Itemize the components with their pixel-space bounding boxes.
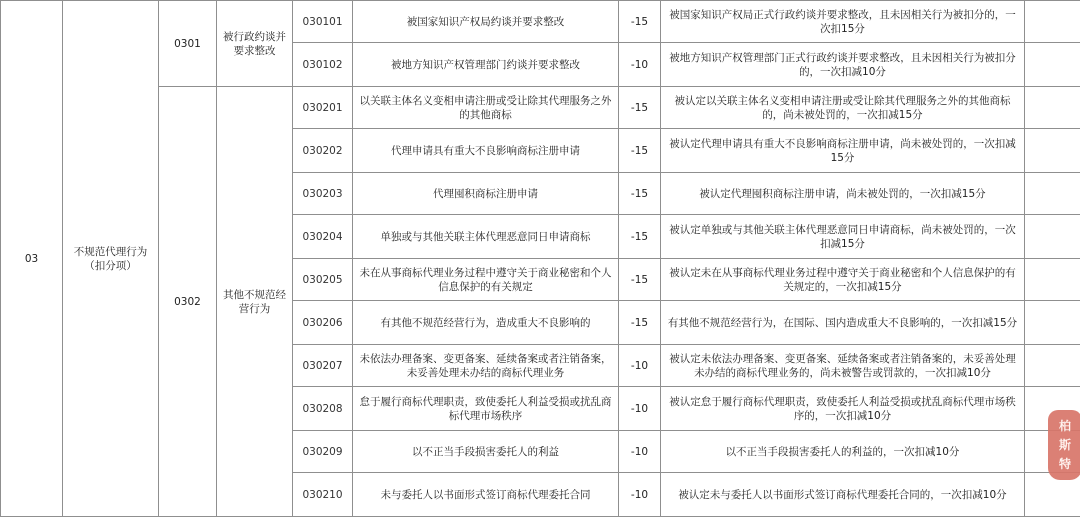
row-code-cell[interactable]: 030204 [293, 215, 353, 259]
row-points-cell[interactable]: -15 [619, 301, 661, 345]
row-rule-cell[interactable]: 被认定代理申请具有重大不良影响商标注册申请，尚未被处罚的，一次扣减15分 [661, 129, 1025, 173]
row-points-cell[interactable]: -10 [619, 345, 661, 387]
row-rule-cell[interactable]: 被认定未依法办理备案、变更备案、延续备案或者注销备案的，未妥善处理未办结的商标代理业务的，尚未被警告或罚款的，一次扣减10分 [661, 345, 1025, 387]
row-code-cell[interactable]: 030102 [293, 43, 353, 87]
row-item-cell[interactable]: 被国家知识产权局约谈并要求整改 [353, 1, 619, 43]
empty-cell[interactable] [1025, 301, 1080, 345]
row-points-cell[interactable]: -10 [619, 387, 661, 431]
row-rule-cell[interactable]: 被认定怠于履行商标代理职责，致使委托人利益受损或扰乱商标代理市场秩序的，一次扣减10分 [661, 387, 1025, 431]
row-item-cell[interactable]: 代理申请具有重大不良影响商标注册申请 [353, 129, 619, 173]
row-points-cell[interactable]: -10 [619, 43, 661, 87]
row-rule-cell[interactable]: 被认定单独或与其他关联主体代理恶意同日申请商标，尚未被处罚的，一次扣减15分 [661, 215, 1025, 259]
row-code-cell[interactable]: 030208 [293, 387, 353, 431]
row-points-cell[interactable]: -15 [619, 259, 661, 301]
row-item-cell[interactable]: 以不正当手段损害委托人的利益 [353, 431, 619, 473]
empty-cell[interactable] [1025, 1, 1080, 43]
category-code-cell[interactable]: 03 [1, 1, 63, 517]
row-item-cell[interactable]: 单独或与其他关联主体代理恶意同日申请商标 [353, 215, 619, 259]
row-item-cell[interactable]: 以关联主体名义变相申请注册或受让除其代理服务之外的其他商标 [353, 87, 619, 129]
row-rule-cell[interactable]: 被认定以关联主体名义变相申请注册或受让除其代理服务之外的其他商标的，尚未被处罚的，一次扣减15分 [661, 87, 1025, 129]
empty-cell[interactable] [1025, 129, 1080, 173]
row-points-cell[interactable]: -15 [619, 215, 661, 259]
row-points-cell[interactable]: -10 [619, 473, 661, 517]
row-code-cell[interactable]: 030201 [293, 87, 353, 129]
row-code-cell[interactable]: 030101 [293, 1, 353, 43]
row-code-cell[interactable]: 030209 [293, 431, 353, 473]
row-code-cell[interactable]: 030203 [293, 173, 353, 215]
group-code-cell[interactable]: 0302 [159, 87, 217, 517]
row-item-cell[interactable]: 未在从事商标代理业务过程中遵守关于商业秘密和个人信息保护的有关规定 [353, 259, 619, 301]
category-name-cell[interactable]: 不规范代理行为（扣分项） [63, 1, 159, 517]
empty-cell[interactable] [1025, 87, 1080, 129]
row-item-cell[interactable]: 代理囤积商标注册申请 [353, 173, 619, 215]
empty-cell[interactable] [1025, 215, 1080, 259]
empty-cell[interactable] [1025, 345, 1080, 387]
row-rule-cell[interactable]: 被认定未与委托人以书面形式签订商标代理委托合同的，一次扣减10分 [661, 473, 1025, 517]
group-name-cell[interactable]: 其他不规范经营行为 [217, 87, 293, 517]
row-points-cell[interactable]: -15 [619, 173, 661, 215]
row-points-cell[interactable]: -15 [619, 1, 661, 43]
watermark-seal [1048, 410, 1080, 480]
empty-cell[interactable] [1025, 173, 1080, 215]
row-rule-cell[interactable]: 有其他不规范经营行为，在国际、国内造成重大不良影响的，一次扣减15分 [661, 301, 1025, 345]
watermark-char: 斯 [1048, 436, 1080, 455]
empty-cell[interactable] [1025, 43, 1080, 87]
row-item-cell[interactable]: 未依法办理备案、变更备案、延续备案或者注销备案，未妥善处理未办结的商标代理业务 [353, 345, 619, 387]
row-rule-cell[interactable]: 以不正当手段损害委托人的利益的，一次扣减10分 [661, 431, 1025, 473]
row-points-cell[interactable]: -10 [619, 431, 661, 473]
watermark-char: 柏 [1048, 417, 1080, 436]
row-item-cell[interactable]: 未与委托人以书面形式签订商标代理委托合同 [353, 473, 619, 517]
row-rule-cell[interactable]: 被认定代理囤积商标注册申请，尚未被处罚的，一次扣减15分 [661, 173, 1025, 215]
row-rule-cell[interactable]: 被认定未在从事商标代理业务过程中遵守关于商业秘密和个人信息保护的有关规定的，一次扣减15分 [661, 259, 1025, 301]
row-item-cell[interactable]: 怠于履行商标代理职责，致使委托人利益受损或扰乱商标代理市场秩序 [353, 387, 619, 431]
table-row[interactable] [1, 1, 1080, 43]
row-code-cell[interactable]: 030206 [293, 301, 353, 345]
row-rule-cell[interactable]: 被国家知识产权局正式行政约谈并要求整改，且未因相关行为被扣分的，一次扣15分 [661, 1, 1025, 43]
group-name-cell[interactable]: 被行政约谈并要求整改 [217, 1, 293, 87]
row-item-cell[interactable]: 有其他不规范经营行为，造成重大不良影响的 [353, 301, 619, 345]
table-row[interactable] [1, 87, 1080, 129]
group-code-cell[interactable]: 0301 [159, 1, 217, 87]
row-item-cell[interactable]: 被地方知识产权管理部门约谈并要求整改 [353, 43, 619, 87]
row-points-cell[interactable]: -15 [619, 129, 661, 173]
empty-cell[interactable] [1025, 259, 1080, 301]
row-points-cell[interactable]: -15 [619, 87, 661, 129]
row-code-cell[interactable]: 030205 [293, 259, 353, 301]
row-rule-cell[interactable]: 被地方知识产权管理部门正式行政约谈并要求整改，且未因相关行为被扣分的，一次扣减10分 [661, 43, 1025, 87]
row-code-cell[interactable]: 030207 [293, 345, 353, 387]
row-code-cell[interactable]: 030210 [293, 473, 353, 517]
row-code-cell[interactable]: 030202 [293, 129, 353, 173]
watermark-char: 特 [1048, 455, 1080, 474]
